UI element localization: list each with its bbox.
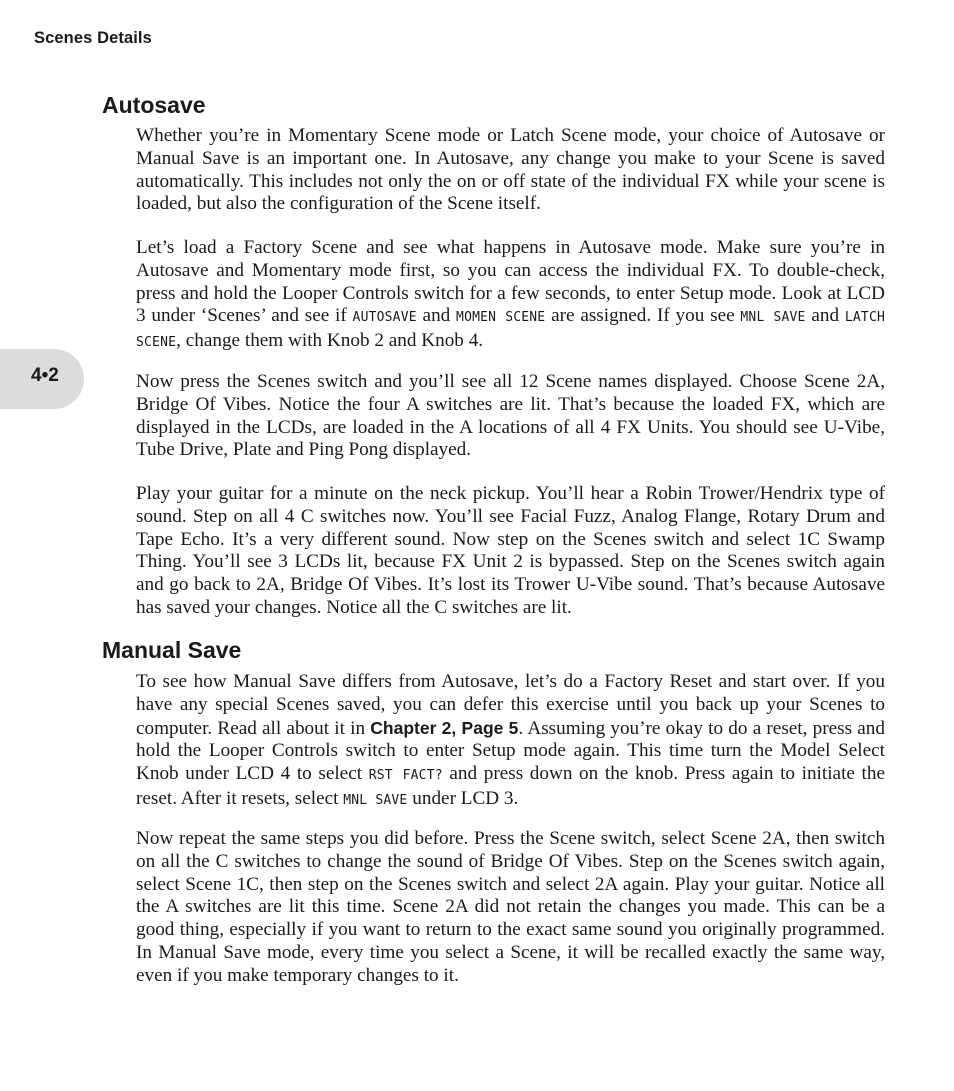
lcd-text-mnl-save: MNL SAVE [740, 310, 806, 326]
autosave-paragraph-3: Now press the Scenes switch and you’ll see all 12 Scene names displayed. Choose Scene 2A, Bridge Of Vibes. Notice the four A switches are lit. That’s because the loaded FX, which are displayed in the LCDs, are loaded in the A locations of all 4 FX Units. You should see U-Vibe, Tube Drive, Plate and Ping Pong displayed. [136, 371, 885, 461]
manual-save-paragraph-1: To see how Manual Save differs from Autosave, let’s do a Factory Reset and start over. If you have any special Scenes saved, you can defer this exercise until you back up your Scenes to computer. Read all about it in Chapter 2, Page 5. Assuming you’re okay to do a reset, press and hold the Looper Controls switch to enter Setup mode again. This time turn the Model Select Knob under LCD 4 to select RST FACT? and press down on the knob. Press again to initiate the reset. After it resets, select MNL SAVE under LCD 3. [136, 671, 885, 809]
chapter-reference: Chapter 2, Page 5 [370, 717, 519, 738]
running-head: Scenes Details [34, 29, 152, 47]
lcd-text-rst-fact: RST FACT? [368, 768, 443, 784]
page-number: 4•2 [31, 365, 59, 386]
heading-autosave: Autosave [102, 92, 206, 118]
lcd-text-autosave: AUTOSAVE [352, 310, 417, 326]
lcd-text-mnl-save: MNL SAVE [343, 792, 408, 808]
heading-manual-save: Manual Save [102, 637, 242, 663]
lcd-text-latch-scene: LATCH SCENE [136, 310, 886, 351]
manual-save-paragraph-2: Now repeat the same steps you did before. Press the Scene switch, select Scene 2A, then switch on all the C switches to change the sound of Bridge Of Vibes. Step on the Scenes switch again, select Scene 1C, then step on the Scenes switch and select 2A again. Play your guitar. Notice all the A switches are lit this time. Scene 2A did not retain the changes you made. This can be a good thing, especially if you want to return to the exact same sound you originally programmed. In Manual Save mode, every time you select a Scene, it will be recalled exactly the same way, even if you make temporary changes to it. [136, 828, 885, 986]
autosave-paragraph-4: Play your guitar for a minute on the neck pickup. You’ll hear a Robin Trower/Hendrix type of sound. Step on all 4 C switches now. You’ll see Facial Fuzz, Analog Flange, Rotary Drum and Tape Echo. It’s a very different sound. Now step on the Scenes switch and select 1C Swamp Thing. You’ll see 3 LCDs lit, because FX Unit 2 is bypassed. Step on the Scenes switch again and go back to 2A, Bridge Of Vibes. It’s lost its Trower U-Vibe sound. That’s because Autosave has saved your changes. Notice all the C switches are lit. [136, 483, 885, 618]
autosave-paragraph-1: Whether you’re in Momentary Scene mode or Latch Scene mode, your choice of Autosave or Manual Save is an important one. In Autosave, any change you make to your Scene is saved automatically. This includes not only the on or off state of the individual FX while your scene is loaded, but also the configuration of the Scene itself. [136, 125, 885, 215]
autosave-paragraph-2: Let’s load a Factory Scene and see what happens in Autosave mode. Make sure you’re in Autosave and Momentary mode first, so you can access the individual FX. To double-check, press and hold the Looper Controls switch for a few seconds, to enter Setup mode. Look at LCD 3 under ‘Scenes’ and see if AUTOSAVE and MOMEN SCENE are assigned. If you see MNL SAVE and LATCH SCENE, change them with Knob 2 and Knob 4. [136, 237, 886, 352]
lcd-text-momen-scene: MOMEN SCENE [456, 310, 546, 326]
